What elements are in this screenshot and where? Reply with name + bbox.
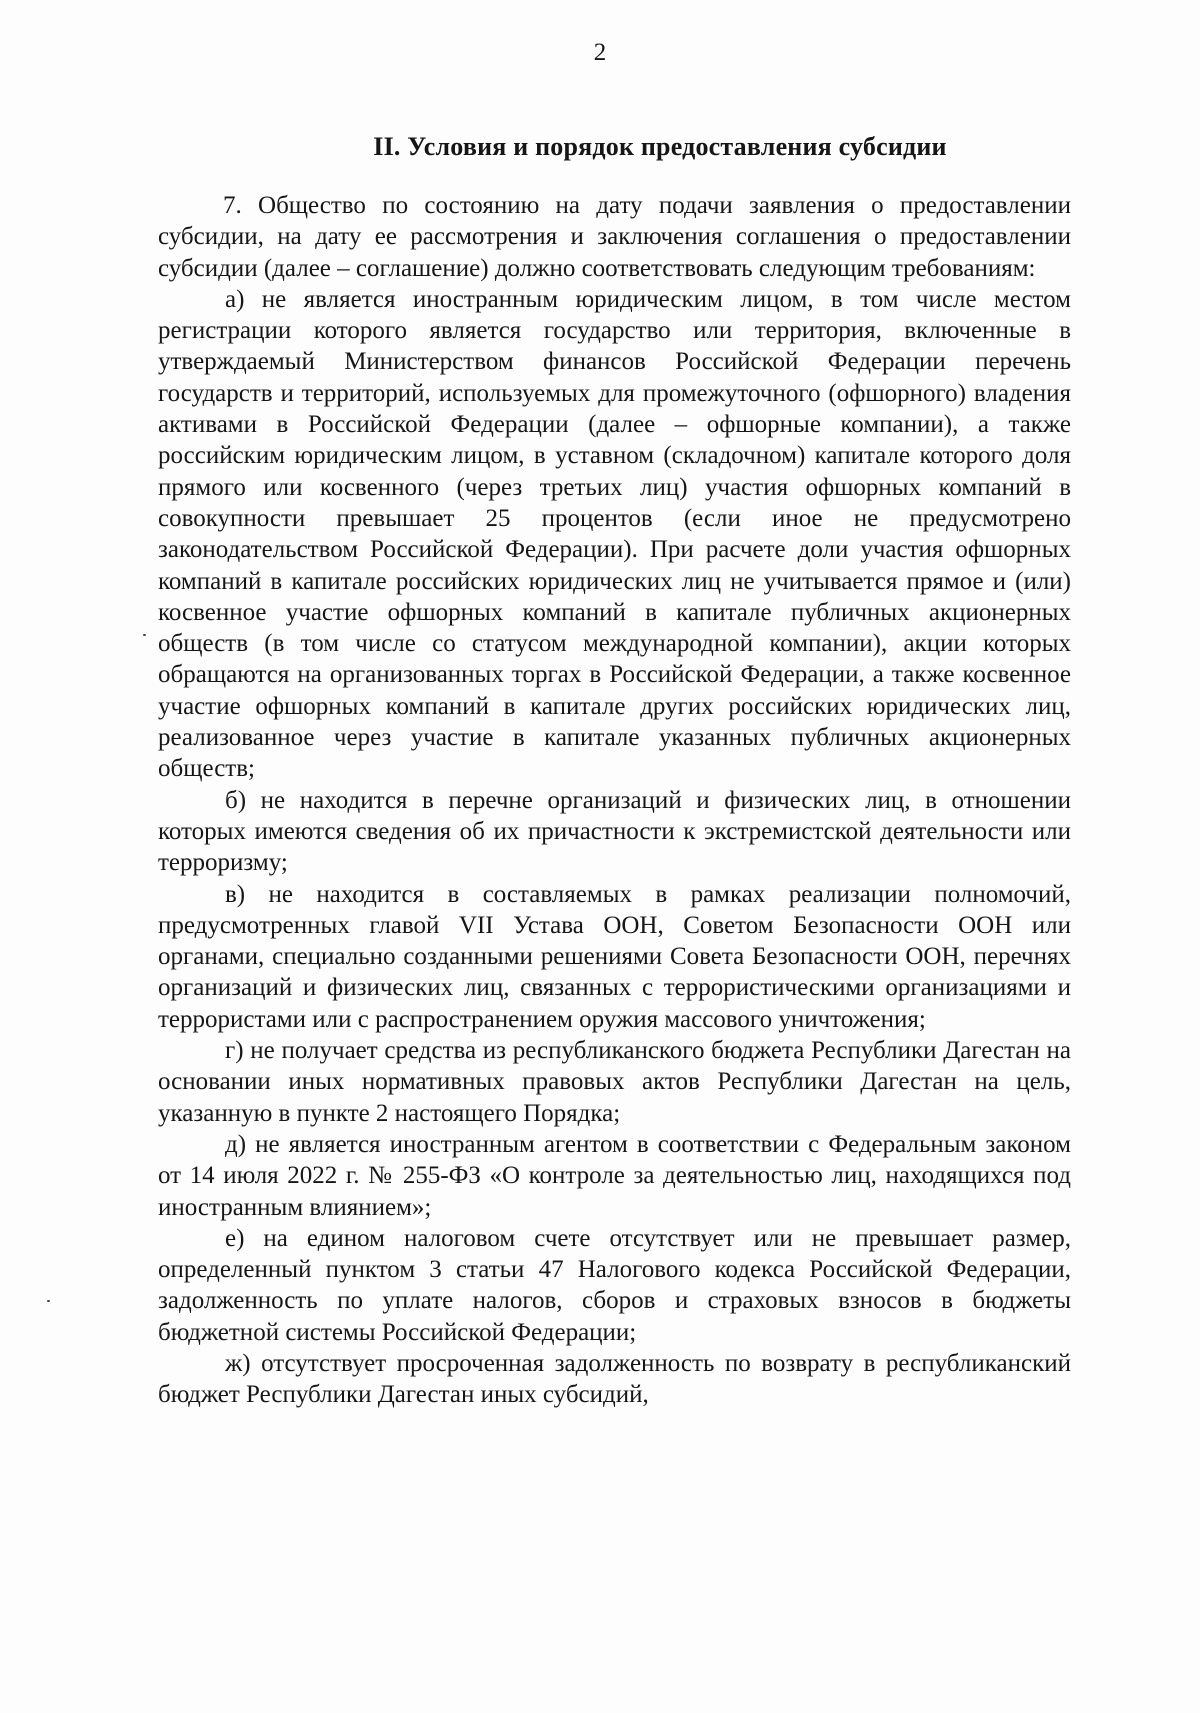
paragraph-item-a: а) не является иностранным юридическим лицом, в том числе местом регистрации которого является государство или территория, включенные в утверждаемый Министерством финансов Российской Федерации перечень государств и территорий, используемых для промежуточного (офшорного) владения активами в Российской Федерации (далее – офшорные компании), а также российским юридическим лицом, в уставном (складочном) капитале которого доля прямого или косвенного (через третьих лиц) участия офшорных компаний в совокупности превышает 25 процентов (если иное не предусмотрено законодательством Российской Федерации). При расчете доли участия офшорных компаний в капитале российских юридических лиц не учитывается прямое и (или) косвенное участие офшорных компаний в капитале публичных акционерных обществ (в том числе со статусом международной компании), акции которых обращаются на организованных торгах в Российской Федерации, а также косвенное участие офшорных компаний в капитале других российских юридических лиц, реализованное через участие в капитале указанных публичных акционерных обществ; [158,285,1071,783]
paragraph-7: 7. Общество по состоянию на дату подачи заявления о предоставлении субсидии, на дату ее рассмотрения и заключения соглашения о предоставлении субсидии (далее – соглашение) должно соответствовать следующим требованиям: [158,192,1071,282]
paragraph-item-v: в) не находится в составляемых в рамках реализации полномочий, предусмотренных главой VII Устава ООН, Советом Безопасности ООН или органами, специально созданными решениями Совета Безопасности ООН, перечнях организаций и физических лиц, связанных с террористическими организациями и террористами или с распространением оружия массового уничтожения; [158,880,1071,1033]
scan-speck [47,1300,50,1302]
paragraph-item-b: б) не находится в перечне организаций и физических лиц, в отношении которых имеются сведения об их причастности к экстремистской деятельности или терроризму; [158,786,1071,877]
paragraph-item-g: г) не получает средства из республиканского бюджета Республики Дагестан на основании иных нормативных правовых актов Республики Дагестан на цель, указанную в пункте 2 настоящего Порядка; [158,1037,1071,1127]
page-number: 2 [593,39,607,66]
paragraph-item-d: д) не является иностранным агентом в соответствии с Федеральным законом от 14 июля 2022 г. № 255-ФЗ «О контроле за деятельностью лиц, находящихся под иностранным влиянием»; [158,1130,1071,1221]
paragraph-item-e: е) на едином налоговом счете отсутствует или не превышает размер, определенный пунктом 3 статьи 47 Налогового кодекса Российской Федерации, задолженность по уплате налогов, сборов и страховых взносов в бюджеты бюджетной системы Российской Федерации; [158,1224,1071,1346]
scan-speck [143,634,146,636]
section-title: II. Условия и порядок предоставления субсидии [373,132,947,161]
document-body [158,190,1071,1411]
paragraph-item-zh: ж) отсутствует просроченная задолженность по возврату в республиканский бюджет Республики Дагестан иных субсидий, [158,1349,1071,1409]
